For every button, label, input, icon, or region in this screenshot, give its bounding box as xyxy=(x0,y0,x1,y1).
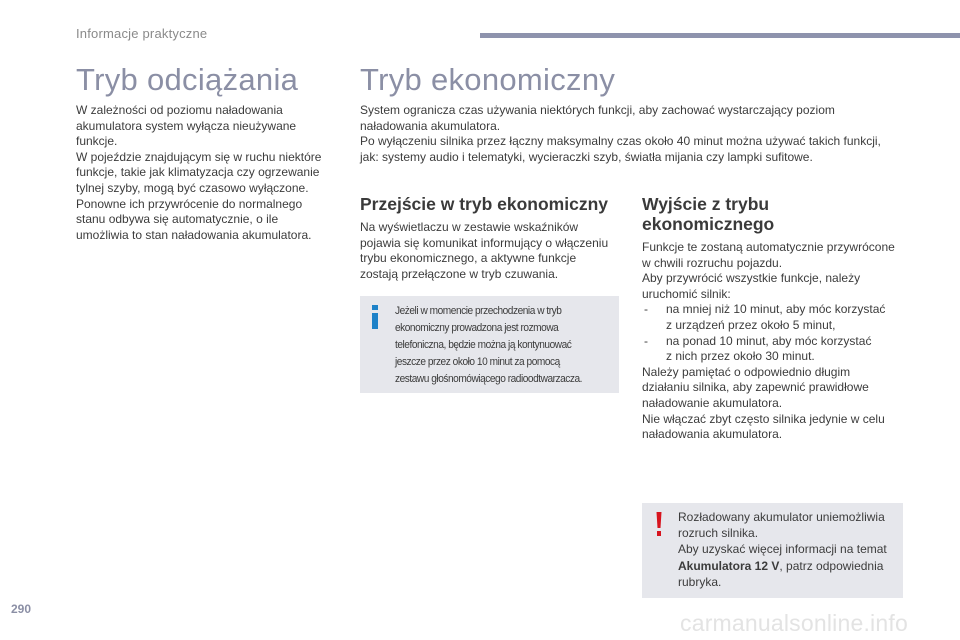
warning-text-1: Rozładowany akumulator uniemożliwia rozruch silnika. Aby uzyskać więcej informacji na temat xyxy=(678,510,887,557)
exclamation-icon xyxy=(656,512,662,536)
exit-text-1: Funkcje te zostaną automatycznie przywrócone w chwili rozruchu pojazdu. Aby przywrócić wszystkie funkcje, należy uruchomić silnik: xyxy=(642,240,895,301)
list-dash: - xyxy=(644,302,648,317)
warning-note-box xyxy=(642,503,903,598)
info-note-paragraph: Jeżeli w momencie przechodzenia w tryb ekonomiczny prowadzona jest rozmowa telefoniczna, będzie można ją kontynuować jeszcze przez około 10 minut za pomocą zestawu głośnomówiącego radioodtwarzacza. xyxy=(395,305,583,385)
page-number: 290 xyxy=(11,602,32,616)
exit-title-line1: Wyjście z trybu xyxy=(642,194,770,214)
info-note-box xyxy=(360,296,619,393)
economy-mode-title: Tryb ekonomiczny xyxy=(360,62,616,97)
list-item xyxy=(642,302,917,333)
section-header: Informacje praktyczne xyxy=(76,26,208,41)
list-item-text: na mniej niż 10 minut, aby móc korzystać z urządzeń przez około 5 minut, xyxy=(666,302,886,332)
entry-title: Przejście w tryb ekonomiczny xyxy=(360,194,609,214)
warning-note-text xyxy=(678,509,900,590)
exit-text-2: Należy pamiętać o odpowiednio długim działaniu silnika, aby zapewnić prawidłowe naładowanie akumulatora. Nie włączać zbyt często silnika jedynie w celu naładowania akumulatora. xyxy=(642,364,885,442)
header-bar xyxy=(480,33,960,38)
entry-body xyxy=(360,220,630,282)
load-shedding-title: Tryb odciążania xyxy=(76,62,299,97)
warning-text-bold: Akumulatora 12 V xyxy=(678,558,780,573)
watermark: carmanualsonline.info xyxy=(680,610,908,636)
load-shedding-text: W zależności od poziomu naładowania akumulatora system wyłącza nieużywane funkcje. W pojeździe znajdującym się w ruchu niektóre funkcje, takie jak klimatyzacja czy ogrzewanie tylnej szyby, mogą być czasowo wyłączone. Ponowne ich przywrócenie do normalnego stanu odbywa się automatycznie, o ile umożliwia to stan naładowania akumulatora. xyxy=(76,103,322,242)
list-dash: - xyxy=(644,333,648,348)
economy-mode-intro xyxy=(360,103,920,165)
info-icon xyxy=(368,304,382,330)
entry-text: Na wyświetlaczu w zestawie wskaźników pojawia się komunikat informujący o włączeniu trybu ekonomicznego, a aktywne funkcje zostają przełączone w tryb czuwania. xyxy=(360,220,609,281)
exit-body xyxy=(642,240,917,443)
exit-title xyxy=(642,194,912,234)
list-item xyxy=(642,334,917,365)
list-item-text: na ponad 10 minut, aby móc korzystać z nich przez około 30 minut. xyxy=(666,333,872,364)
economy-mode-intro-text: System ogranicza czas używania niektórych funkcji, aby zachować wystarczający poziom naładowania akumulatora. Po wyłączeniu silnika przez łączny maksymalny czas około 40 minut można używać takich funkcji, jak: systemy audio i telematyki, wycieraczki szyb, światła mijania czy lampki sufitowe. xyxy=(360,103,881,164)
warning-text-2: , patrz odpowiednia rubryka. xyxy=(678,558,884,589)
load-shedding-body xyxy=(76,103,346,243)
exit-title-line2: ekonomicznego xyxy=(642,214,775,234)
info-note-text xyxy=(395,303,599,388)
